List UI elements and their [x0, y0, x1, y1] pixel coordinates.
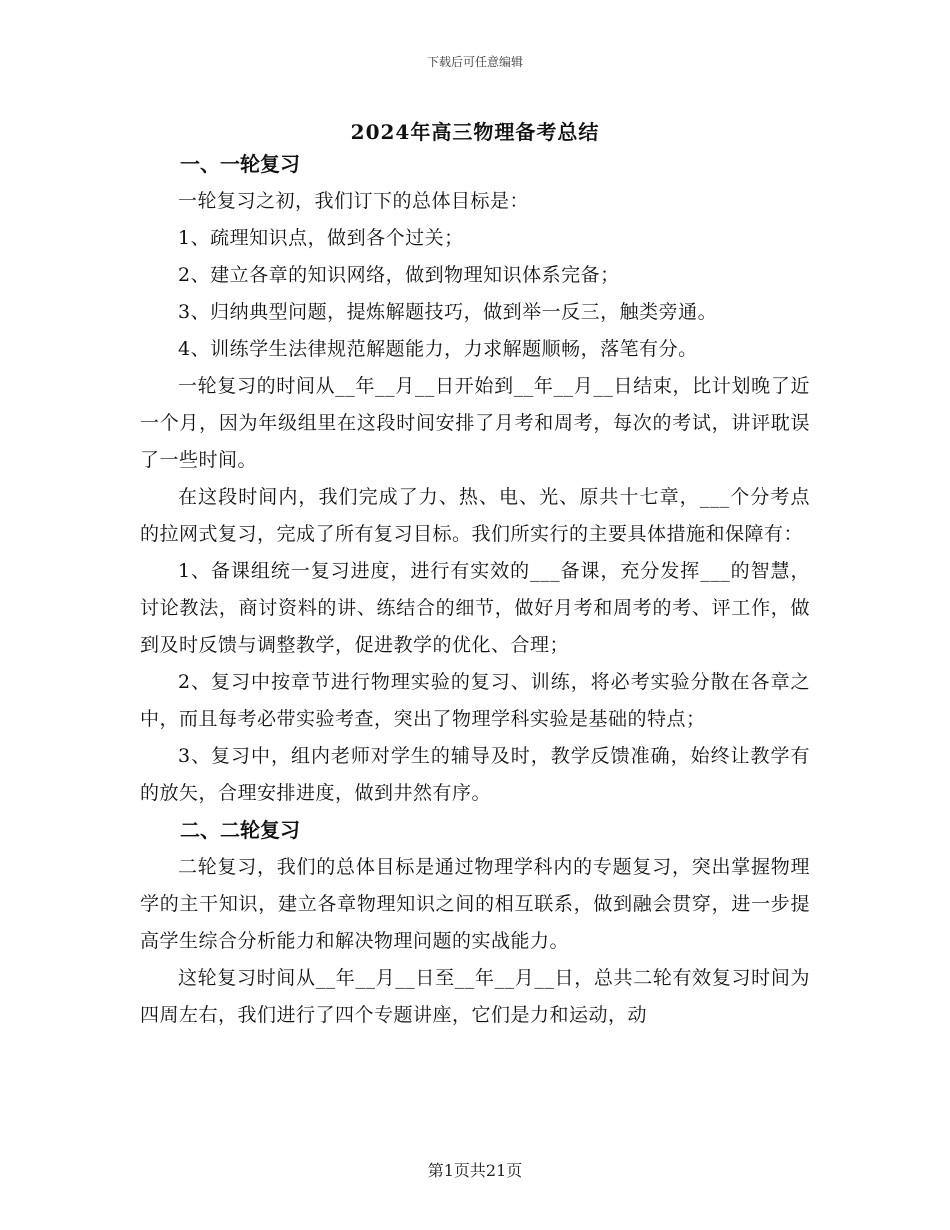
paragraph: 1、备课组统一复习进度，进行有实效的___备课，充分发挥___的智慧，讨论教法，商讨资料的讲、练结合的细节，做好月考和周考的考、评工作，做到及时反馈与调整教学，促进教学的优化、合理；: [140, 560, 810, 656]
paragraph: 这轮复习时间从__年__月__日至__年__月__日，总共二轮有效复习时间为四周左右，我们进行了四个专题讲座，它们是力和运动，动: [140, 967, 810, 1026]
paragraph: 3、归纳典型问题，提炼解题技巧，做到举一反三，触类旁通。: [178, 301, 718, 323]
section-heading-1: 一、一轮复习: [180, 152, 300, 176]
paragraph: 二轮复习，我们的总体目标是通过物理学科内的专题复习，突出掌握物理学的主干知识，建立各章物理知识之间的相互联系，做到融会贯穿，进一步提高学生综合分析能力和解决物理问题的实战能力。: [140, 856, 810, 952]
page-title: 2024年高三物理备考总结: [350, 120, 600, 144]
page-footer: 第1页共21页: [427, 1161, 523, 1180]
section-heading-2: 二、二轮复习: [180, 818, 300, 842]
paragraph: 一轮复习的时间从__年__月__日开始到__年__月__日结束，比计划晚了近一个月，因为年级组里在这段时间安排了月考和周考，每次的考试，讲评耽误了一些时间。: [140, 375, 810, 471]
document-body: [140, 146, 810, 1034]
paragraph: 在这段时间内，我们完成了力、热、电、光、原共十七章，___个分考点的拉网式复习，完成了所有复习目标。我们所实行的主要具体措施和保障有：: [140, 486, 810, 545]
paragraph: 2、复习中按章节进行物理实验的复习、训练，将必考实验分散在各章之中，而且每考必带实验考查，突出了物理学科实验是基础的特点；: [140, 671, 810, 730]
paragraph: 一轮复习之初，我们订下的总体目标是：: [178, 190, 530, 212]
paragraph: 3、复习中，组内老师对学生的辅导及时，教学反馈准确，始终让教学有的放矢，合理安排进度，做到井然有序。: [140, 745, 810, 804]
paragraph: 1、疏理知识点，做到各个过关；: [178, 227, 464, 249]
paragraph: 4、训练学生法律规范解题能力，力求解题顺畅，落笔有分。: [178, 338, 698, 360]
header-note: 下载后可任意编辑: [426, 55, 523, 69]
paragraph: 2、建立各章的知识网络，做到物理知识体系完备；: [178, 264, 620, 286]
